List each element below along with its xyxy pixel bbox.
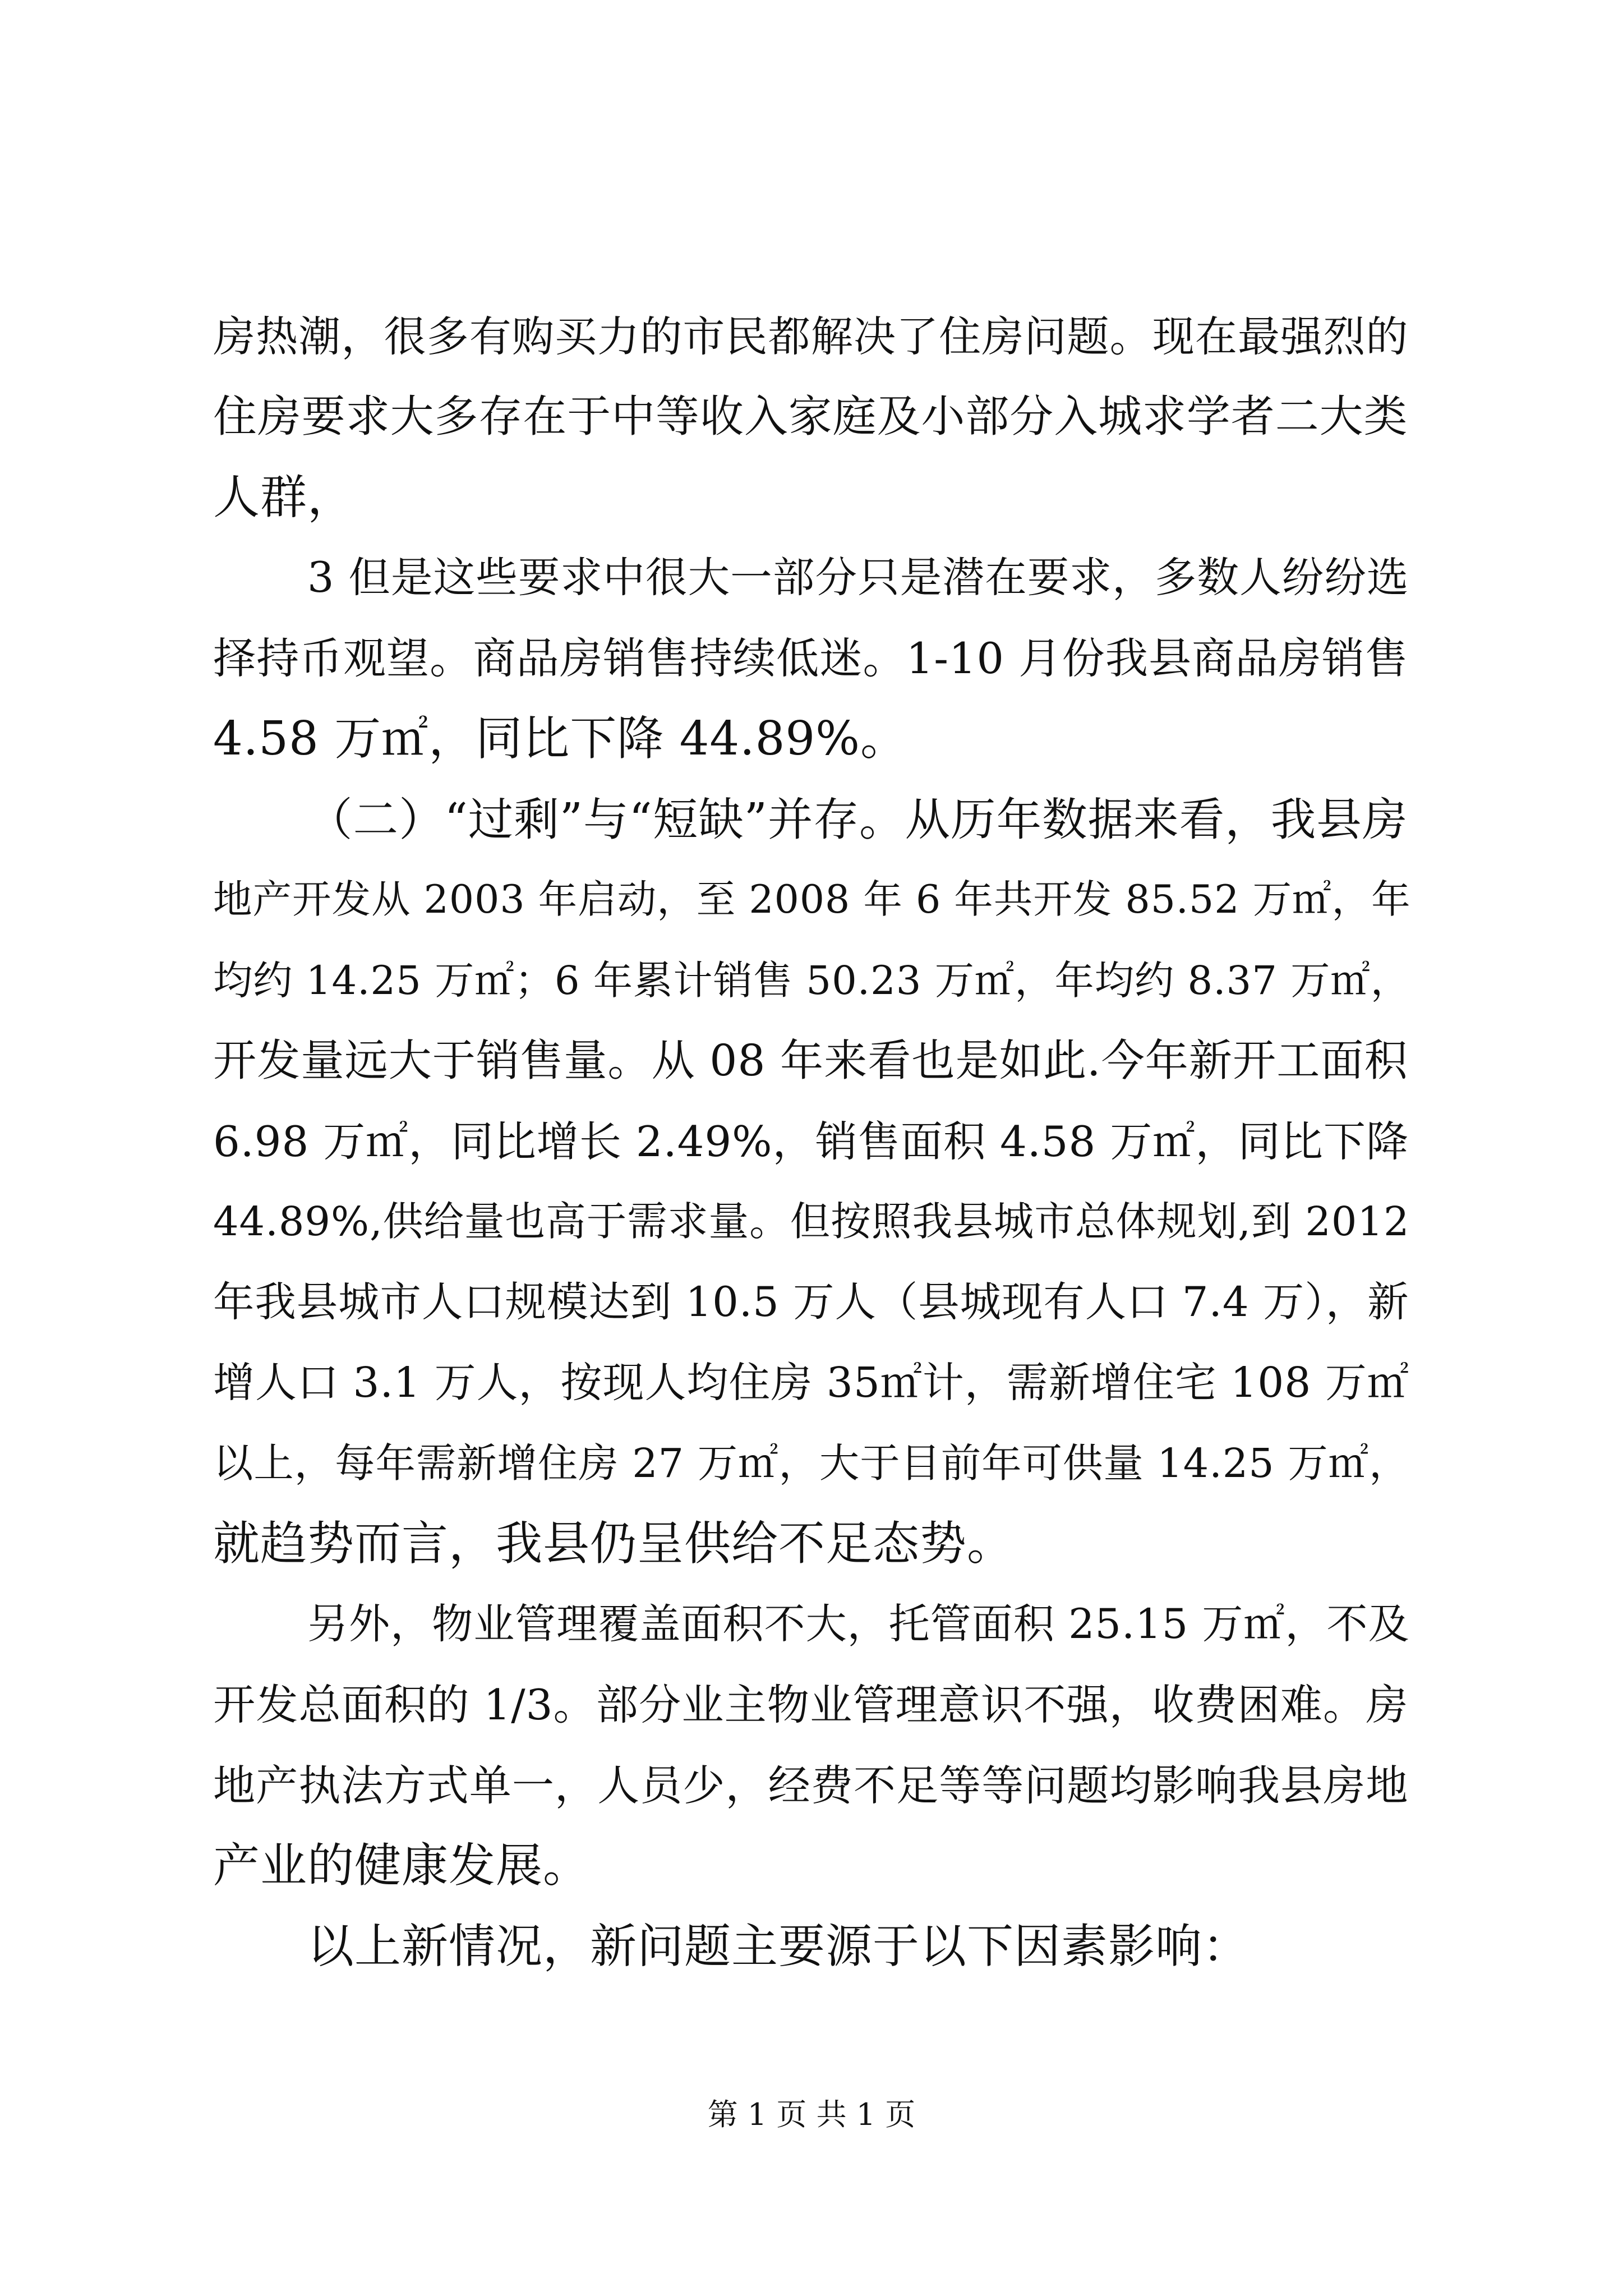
body-text-line: 产业的健康发展。 xyxy=(213,1838,590,1893)
body-text-line: 3 但是这些要求中很大一部分只是潜在要求，多数人纷纷选 xyxy=(307,553,1409,602)
body-text-line: 均约 14.25 万㎡；6 年累计销售 50.23 万㎡，年均约 8.37 万㎡， xyxy=(213,958,1410,1004)
body-text-line: 增人口 3.1 万人，按现人均住房 35㎡计，需新增住宅 108 万㎡ xyxy=(213,1359,1409,1407)
body-text-line: 地产执法方式单一，人员少，经费不足等等问题均影响我县房地 xyxy=(213,1761,1409,1810)
page-footer: 第 1 页 共 1 页 xyxy=(707,2097,916,2132)
body-text-line: 另外，物业管理覆盖面积不大，托管面积 25.15 万㎡，不及 xyxy=(307,1600,1410,1648)
body-text-line: 住房要求大多存在于中等收入家庭及小部分入城求学者二大类 xyxy=(213,392,1408,442)
body-text-line: 开发总面积的 1/3。部分业主物业管理意识不强，收费困难。房 xyxy=(213,1680,1409,1729)
body-text-line: 6.98 万㎡，同比增长 2.49%，销售面积 4.58 万㎡，同比下降 xyxy=(213,1117,1409,1166)
body-text-line: 开发量远大于销售量。从 08 年来看也是如此.今年新开工面积 xyxy=(213,1036,1408,1086)
body-text-line: 地产开发从 2003 年启动，至 2008 年 6 年共开发 85.52 万㎡，年 xyxy=(213,877,1411,922)
body-text-line: 年我县城市人口规模达到 10.5 万人（县城现有人口 7.4 万），新 xyxy=(213,1278,1409,1326)
body-text-line: 就趋势而言，我县仍呈供给不足态势。 xyxy=(213,1516,1014,1571)
body-text-line: 房热潮，很多有购买力的市民都解决了住房问题。现在最强烈的 xyxy=(213,312,1409,361)
body-text-line: （二）“过剩”与“短缺”并存。从历年数据来看，我县房 xyxy=(307,793,1408,846)
body-text-line: 4.58 万㎡，同比下降 44.89%。 xyxy=(213,711,908,766)
body-text-line: 44.89%,供给量也高于需求量。但按照我县城市总体规划,到 2012 xyxy=(213,1198,1410,1245)
body-text-line: 以上新情况，新问题主要源于以下因素影响： xyxy=(307,1919,1249,1973)
body-text-line: 择持币观望。商品房销售持续低迷。1-10 月份我县商品房销售 xyxy=(213,633,1409,683)
body-text-line: 人群， xyxy=(213,470,354,524)
body-text-line: 以上，每年需新增住房 27 万㎡，大于目前年可供量 14.25 万㎡， xyxy=(213,1440,1410,1487)
